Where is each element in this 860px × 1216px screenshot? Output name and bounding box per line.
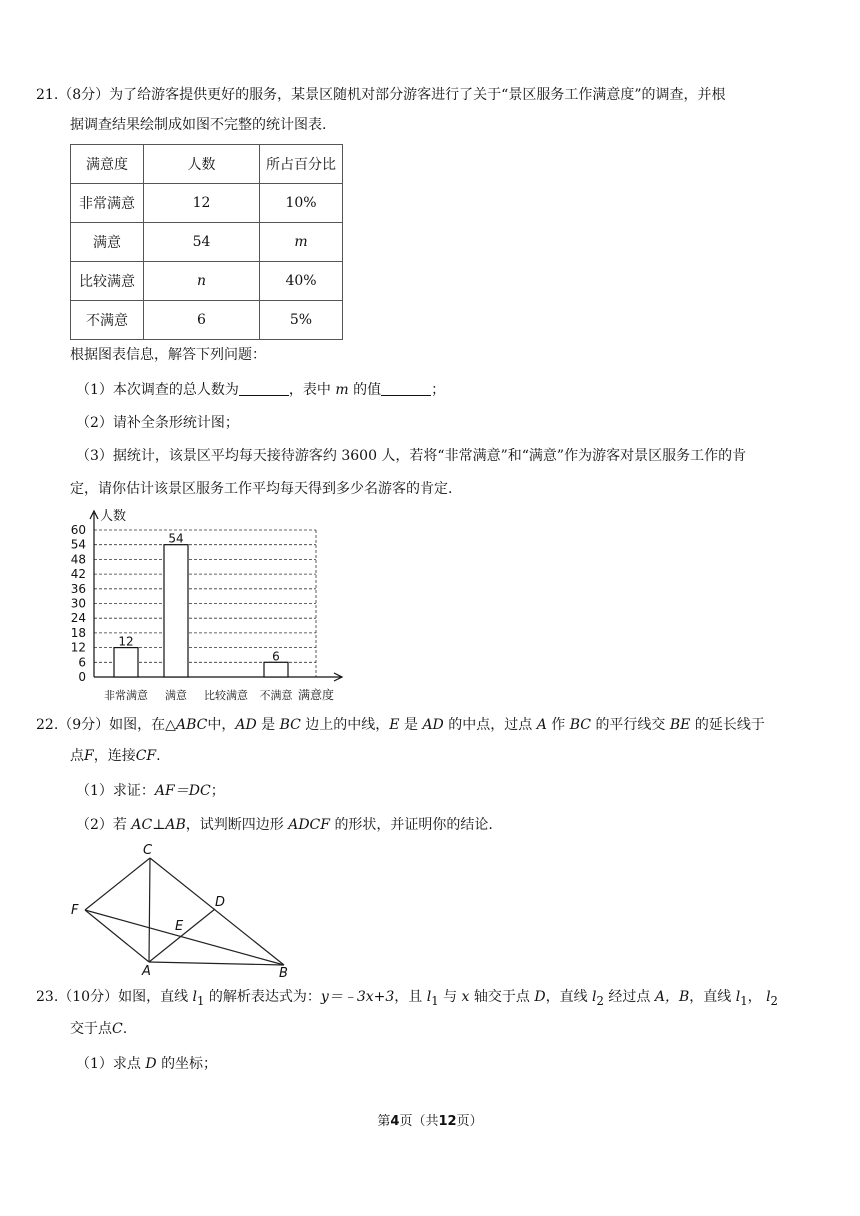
bar — [114, 648, 138, 677]
table-cell: 5% — [260, 301, 343, 340]
x-axis-title: 满意度 — [298, 688, 335, 702]
q22-var: AC⊥AB — [131, 817, 186, 833]
q22-var: BC — [569, 717, 591, 733]
survey-table — [70, 144, 343, 340]
q22-text: 是 — [261, 717, 276, 733]
bar-chart — [60, 505, 360, 705]
q22-text: . — [156, 748, 161, 764]
table-cell: 非常满意 — [71, 184, 144, 223]
q23-var: l — [426, 989, 432, 1005]
q23-text: 23.（10分）如图，直线 — [36, 989, 189, 1005]
q21-part1-text: （1）本次调查的总人数为 — [76, 382, 239, 398]
q23-var: C — [112, 1021, 123, 1037]
q21-line1: 21.（8分）为了给游客提供更好的服务，某景区随机对部分游客进行了关于“景区服务工作满意度”的调查，并根 — [36, 87, 726, 103]
q21-part1 — [76, 380, 445, 400]
q23-sub: 2 — [596, 993, 604, 1008]
q22-text: 22.（9分）如图，在△ — [36, 717, 176, 733]
q22-var: BE — [669, 717, 691, 733]
y-tick-label: 18 — [70, 625, 86, 640]
q22-text: 的形状，并证明你的结论. — [334, 817, 493, 833]
q22-line2 — [70, 746, 161, 766]
table-header-row — [71, 145, 343, 184]
y-tick-label: 60 — [70, 523, 86, 537]
x-tick-label: 非常满意 — [104, 689, 148, 702]
q23-text: . — [122, 1021, 128, 1037]
q23-text: ，直线 — [689, 989, 732, 1005]
q22-var: AD — [235, 717, 257, 733]
segment-CF — [85, 858, 150, 910]
data-label: 54 — [168, 531, 184, 546]
q22-text: 是 — [403, 717, 418, 733]
table-row — [71, 223, 343, 262]
y-tick-label: 0 — [78, 670, 86, 684]
q23-var: l — [192, 989, 198, 1005]
q22-text: 作 — [551, 717, 566, 733]
table-cell: n — [144, 262, 260, 301]
table-cell: 满意 — [71, 223, 144, 262]
q22-var: AF＝DC — [154, 783, 211, 799]
segment-FB — [85, 910, 284, 965]
q23-var: l — [766, 989, 771, 1005]
q22-var: AD — [422, 717, 444, 733]
table-row — [71, 184, 343, 223]
y-tick-label: 36 — [70, 581, 86, 596]
table-header: 所占百分比 — [260, 145, 343, 184]
q22-var: ADCF — [288, 817, 330, 833]
q22-text: （2）若 — [76, 817, 127, 833]
q23-text: 的解析表达式为： — [208, 989, 321, 1005]
q22-text: 中， — [207, 717, 236, 733]
q22-text: ，试判断四边形 — [185, 817, 284, 833]
q23-line1 — [36, 987, 778, 1011]
q23-var: l — [735, 989, 741, 1005]
table-cell: 6 — [144, 301, 260, 340]
q22-var: E — [389, 717, 400, 733]
segment-FA — [85, 910, 149, 962]
q22-part2 — [76, 815, 493, 835]
q22-var: A — [536, 717, 547, 733]
label-D: D — [215, 895, 226, 910]
table-header: 人数 — [144, 145, 260, 184]
q22-text: 的延长线于 — [694, 717, 765, 733]
footer-text: 第 — [377, 1114, 391, 1129]
q23-text: 交于点 — [70, 1021, 112, 1037]
q22-text: 边上的中线， — [305, 717, 390, 733]
q21-part3-line1: （3）据统计，该景区平均每天接待游客约 3600 人，若将“非常满意”和“满意”作为游客对景区服务工作的肯 — [76, 448, 747, 464]
q22-text: ； — [210, 783, 225, 799]
q21-intro: 根据图表信息，解答下列问题： — [70, 347, 266, 363]
q23-var: A，B — [654, 989, 690, 1005]
bar — [264, 662, 288, 677]
bar — [164, 545, 188, 677]
y-tick-label: 42 — [70, 567, 86, 582]
q21-part1-text: ； — [431, 382, 446, 398]
triangle-figure — [60, 838, 300, 980]
label-B: B — [279, 966, 288, 980]
y-tick-label: 48 — [70, 552, 86, 567]
q23-var: D — [534, 989, 546, 1005]
table-cell: 54 — [144, 223, 260, 262]
table-cell: 12 — [144, 184, 260, 223]
q22-line1 — [36, 715, 765, 735]
q21-line2: 据调查结果绘制成如图不完整的统计图表. — [70, 117, 327, 133]
q21-part2: （2）请补全条形统计图； — [76, 415, 239, 431]
label-C: C — [143, 843, 153, 858]
q23-text: ，直线 — [545, 989, 588, 1005]
y-tick-label: 12 — [70, 640, 86, 655]
page-number: 4 — [390, 1114, 400, 1129]
q23-var: y＝﹣3x+3 — [320, 989, 395, 1005]
q23-var: x — [461, 989, 470, 1005]
q22-part1 — [76, 781, 225, 801]
label-A: A — [142, 964, 151, 979]
segment-CB — [150, 858, 284, 965]
q23-text: 与 — [443, 989, 458, 1005]
q21-part3-line2: 定，请你估计该景区服务工作平均每天得到多少名游客的肯定. — [70, 481, 453, 497]
y-axis-title: 人数 — [100, 509, 127, 524]
answer-blank — [381, 381, 431, 396]
table-cell: m — [260, 223, 343, 262]
q23-text: ，且 — [394, 989, 423, 1005]
answer-blank — [239, 381, 289, 396]
table-cell: 比较满意 — [71, 262, 144, 301]
segment-AD — [149, 909, 215, 962]
y-tick-label: 24 — [70, 611, 86, 626]
page-footer — [0, 1110, 860, 1129]
q23-text: ， — [747, 989, 762, 1005]
table-row — [71, 262, 343, 301]
q21-part1-text: ，表中 — [288, 382, 331, 398]
q23-text: 轴交于点 — [473, 989, 530, 1005]
q22-text: ，连接 — [93, 748, 136, 764]
table-cell: 10% — [260, 184, 343, 223]
table-cell: 40% — [260, 262, 343, 301]
q22-text: 的中点，过点 — [448, 717, 533, 733]
q22-text: 点 — [70, 748, 84, 764]
q22-var: ABC — [175, 717, 208, 733]
data-label: 12 — [118, 634, 134, 649]
footer-text: 页（共 — [399, 1114, 439, 1129]
y-tick-label: 54 — [70, 537, 86, 552]
q23-sub: 1 — [431, 993, 439, 1008]
label-E: E — [175, 919, 184, 934]
q23-line2 — [70, 1019, 127, 1039]
q22-var: F — [84, 748, 94, 764]
data-label: 6 — [272, 649, 280, 664]
footer-text: 页） — [456, 1114, 483, 1129]
q23-var: l — [592, 989, 597, 1005]
x-tick-label: 比较满意 — [204, 689, 248, 702]
x-tick-label: 满意 — [165, 689, 187, 702]
label-F: F — [71, 903, 79, 918]
table-row — [71, 301, 343, 340]
q23-sub: 1 — [740, 993, 748, 1008]
q23-text: 经过点 — [608, 989, 651, 1005]
segment-CA — [149, 858, 150, 962]
var-m: m — [335, 382, 349, 398]
page-total: 12 — [438, 1114, 457, 1129]
q23-text: 的坐标； — [161, 1056, 218, 1072]
q22-text: （1）求证： — [76, 783, 155, 799]
q21-part1-text: 的值 — [353, 382, 382, 398]
x-tick-label: 不满意 — [259, 689, 293, 702]
q23-sub: 1 — [197, 993, 205, 1008]
q23-var: D — [145, 1056, 157, 1072]
table-header: 满意度 — [71, 145, 144, 184]
table-cell: 不满意 — [71, 301, 144, 340]
segment-AB — [149, 962, 284, 965]
y-tick-label: 6 — [78, 655, 86, 670]
y-tick-label: 30 — [70, 596, 86, 611]
q23-text: （1）求点 — [76, 1056, 141, 1072]
q22-var: CF — [135, 748, 157, 764]
q23-sub: 2 — [770, 993, 778, 1008]
q22-text: 的平行线交 — [595, 717, 666, 733]
q22-var: BC — [279, 717, 301, 733]
q23-part1 — [76, 1054, 217, 1074]
